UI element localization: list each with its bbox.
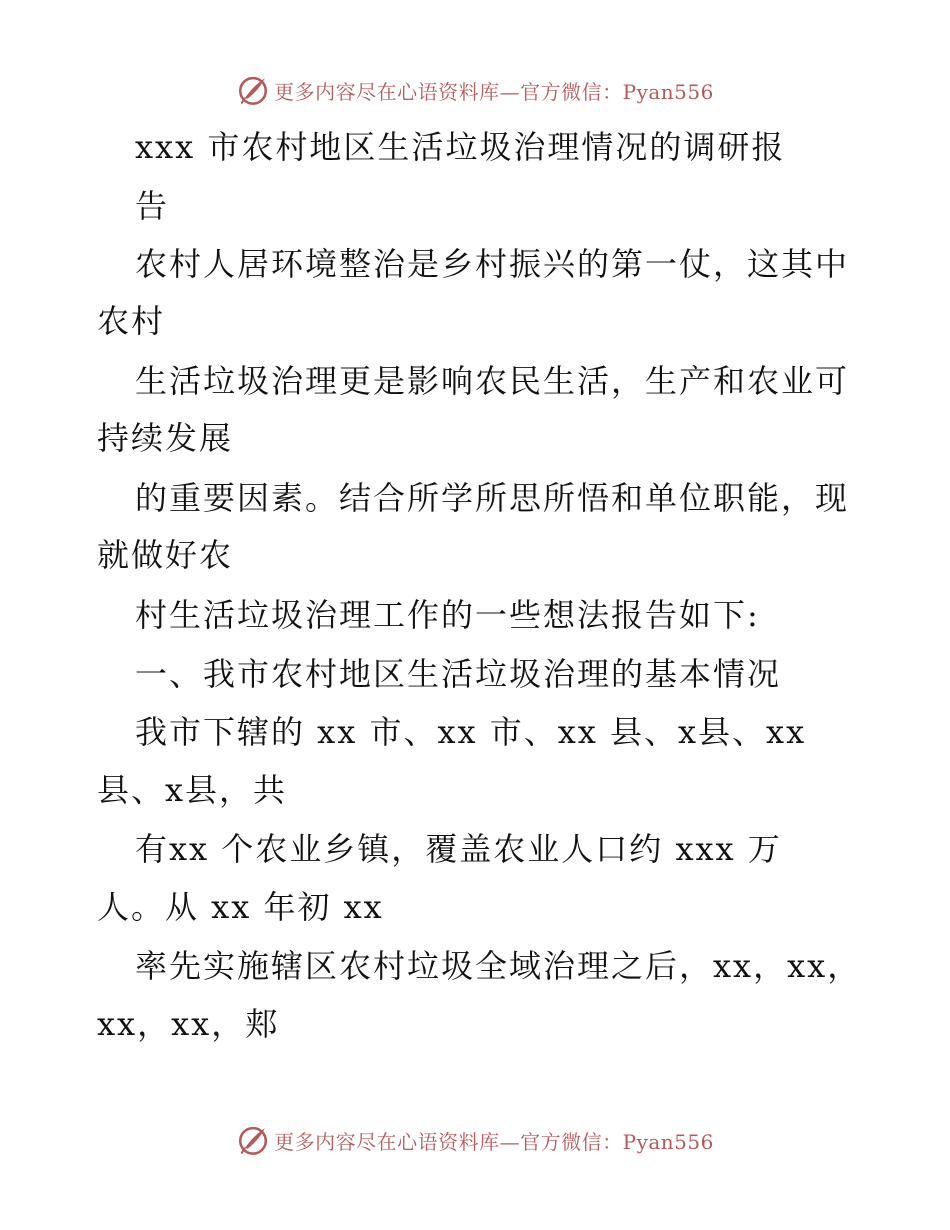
- paragraph-line: xx，xx，郏: [97, 1005, 280, 1043]
- paragraph-line: 就做好农: [97, 536, 234, 574]
- paragraph-line: 人。从 xx 年初 xx: [97, 888, 384, 926]
- paragraph-line: 村生活垃圾治理工作的一些想法报告如下:: [135, 596, 760, 634]
- footer-banner: [0, 1120, 950, 1160]
- paragraph-line: 持续发展: [97, 419, 234, 457]
- paragraph-line: 农村: [97, 302, 166, 340]
- paragraph-line: 有xx 个农业乡镇，覆盖农业人口约 xxx 万: [135, 830, 782, 868]
- doc-title-line-1: xxx 市农村地区生活垃圾治理情况的调研报: [135, 128, 786, 166]
- paragraph-line: 的重要因素。结合所学所思所悟和单位职能，现: [135, 479, 850, 517]
- paragraph-line: 县、x县，共: [97, 771, 288, 809]
- quill-logo-icon: [236, 73, 270, 107]
- quill-logo-icon: [236, 1123, 270, 1157]
- header-banner-text: 更多内容尽在心语资料库—官方微信：Pyan556: [274, 79, 714, 104]
- section-heading: 一、我市农村地区生活垃圾治理的基本情况: [135, 655, 782, 693]
- paragraph-line: 率先实施辖区农村垃圾全域治理之后，xx，xx，: [135, 947, 862, 985]
- header-banner: [0, 70, 950, 110]
- doc-title-line-2: 告: [135, 187, 170, 225]
- paragraph-line: 生活垃圾治理更是影响农民生活，生产和农业可: [135, 362, 850, 400]
- footer-banner-text: 更多内容尽在心语资料库—官方微信：Pyan556: [274, 1129, 714, 1154]
- paragraph-line: 我市下辖的 xx 市、xx 市、xx 县、x县、xx: [135, 713, 807, 751]
- paragraph-line: 农村人居环境整治是乡村振兴的第一仗，这其中: [135, 245, 850, 283]
